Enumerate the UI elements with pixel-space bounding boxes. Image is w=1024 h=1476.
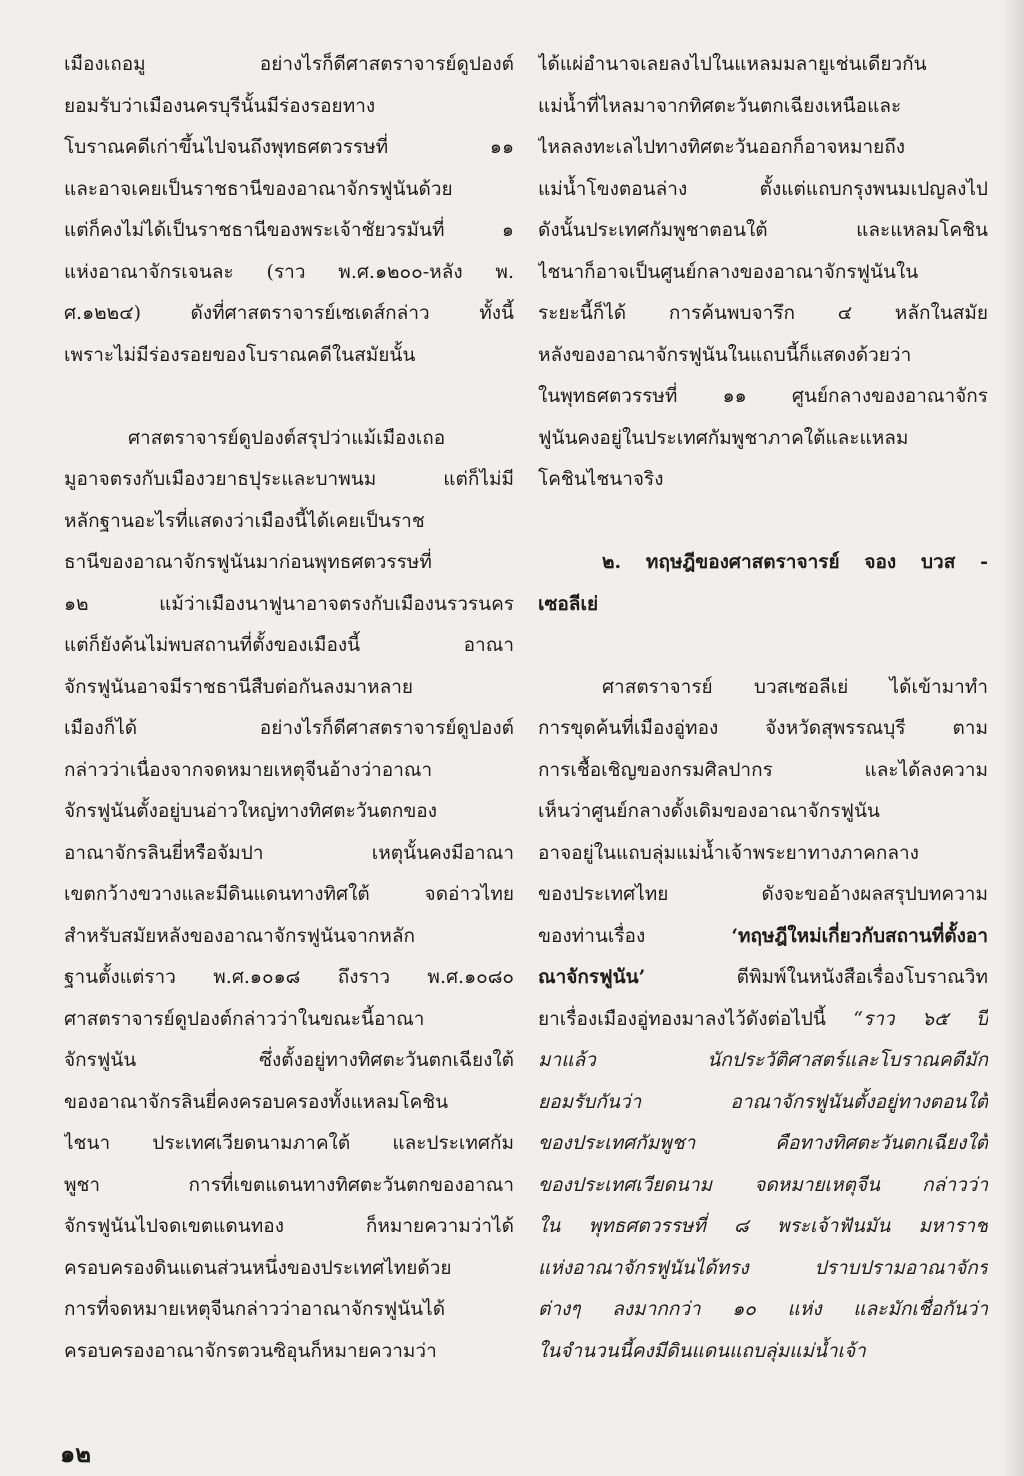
text-line: ในพุทธศตวรรษที่ ๑๑ ศูนย์กลางของอาณาจักร (538, 385, 988, 407)
text-segment: ตีพิมพ์ในหนังสือเรื่องโบราณวิท (645, 966, 988, 988)
paragraph-first-line: ศาสตราจารย์ดูปองต์สรุปว่าแม้เมืองเถอ (128, 426, 446, 449)
text-line: ไหลลงทะเลไปทางทิศตะวันออกก็อาจหมายถึง (538, 136, 906, 158)
article-title-continued: ณาจักรฟูนัน’ (538, 966, 646, 988)
text-line: เขตกว้างขวางและมีดินแดนทางทิศใต้ จดอ่าวไทย (64, 883, 514, 905)
text-line: ฐานตั้งแต่ราว พ.ศ.๑๐๑๘ ถึงราว พ.ศ.๑๐๘๐ (64, 966, 514, 988)
page-number: ๑๒ (60, 1440, 92, 1468)
text-line: การขุดค้นที่เมืองอู่ทอง จังหวัดสุพรรณบุรี ตาม (538, 717, 988, 739)
quote-line: ของประเทศเวียดนาม จดหมายเหตุจีน กล่าวว่า (538, 1173, 988, 1196)
text-line: อาจอยู่ในแถบลุ่มแม่น้ำเจ้าพระยาทางภาคกลาง (538, 841, 919, 864)
text-line: โคชินไชนาจริง (538, 468, 664, 490)
text-line: กล่าวว่าเนื่องจากจดหมายเหตุจีนอ้างว่าอาณา (64, 758, 433, 781)
text-line: แต่ก็ยังค้นไม่พบสถานที่ตั้งของเมืองนี้ อาณา (64, 634, 514, 656)
section-heading-continued: เซอลีเย่ (538, 592, 599, 615)
text-line: และอาจเคยเป็นราชธานีของอาณาจักรฟูนันด้วย (64, 177, 453, 200)
text-line: การที่จดหมายเหตุจีนกล่าวว่าอาณาจักรฟูนันได้ (64, 1298, 446, 1320)
text-line: ไชนาก็อาจเป็นศูนย์กลางของอาณาจักรฟูนันใน (538, 260, 919, 283)
text-line: จักรฟูนันตั้งอยู่บนอ่าวใหญ่ทางทิศตะวันตกของ (64, 800, 437, 822)
text-line: จักรฟูนันอาจมีราชธานีสืบต่อกันลงมาหลาย (64, 675, 414, 698)
text-line: ศาสตราจารย์ดูปองต์กล่าวว่าในขณะนี้อาณา (64, 1007, 425, 1030)
text-line: การเชื้อเชิญของกรมศิลปากร และได้ลงความ (538, 758, 988, 781)
paragraph-gap (64, 376, 514, 418)
page-edge-shadow (1002, 0, 1024, 1476)
text-line: แม่น้ำที่ไหลมาจากทิศตะวันตกเฉียงเหนือและ (538, 94, 902, 117)
text-line: จักรฟูนันไปจดเขตแดนทอง ก็หมายความว่าได้ (64, 1215, 514, 1237)
text-line: ๑๒ แม้ว่าเมืองนาฟูนาอาจตรงกับเมืองนรวรนคร (64, 592, 514, 615)
text-segment: ของท่านเรื่อง (538, 924, 646, 947)
paragraph-gap (538, 501, 988, 543)
text-line: แห่งอาณาจักรเจนละ (ราว พ.ศ.๑๒๐๐-หลัง พ. (64, 260, 514, 283)
paragraph-gap (538, 625, 988, 667)
right-column (538, 44, 988, 1372)
text-line: หลักฐานอะไรที่แสดงว่าเมืองนี้ได้เคยเป็นราช (64, 509, 425, 532)
text-line: ของประเทศไทย ดังจะขออ้างผลสรุปบทความ (538, 883, 988, 905)
text-line: มูอาจตรงกับเมืองวยาธปุระและบาพนม แต่ก็ไม่มี (64, 468, 514, 490)
text-line: ธานีของอาณาจักรฟูนันมาก่อนพุทธศตวรรษที่ (64, 551, 432, 573)
text-line: ดังนั้นประเทศกัมพูชาตอนใต้ และแหลมโคชิน (538, 219, 988, 241)
text-line: ครอบครองอาณาจักรตวนซิอุนก็หมายความว่า (64, 1339, 437, 1362)
text-line: ไชนา ประเทศเวียดนามภาคใต้ และประเทศกัม (64, 1132, 514, 1154)
paragraph-first-line: ศาสตราจารย์ บวสเซอลีเย่ ได้เข้ามาทำ (602, 675, 988, 698)
quote-start: “ราว ๖๕ ปี (825, 1007, 988, 1030)
quote-line: มาแล้ว นักประวัติศาสตร์และโบราณคดีมัก (538, 1049, 988, 1071)
text-line: แม่น้ำโขงตอนล่าง ตั้งแต่แถบกรุงพนมเปญลงไป (538, 177, 988, 200)
text-line: ระยะนี้ก็ได้ การค้นพบจารึก ๔ หลักในสมัย (538, 302, 988, 324)
quote-line: ต่างๆ ลงมากกว่า ๑๐ แห่ง และมักเชื่อกันว่า (538, 1298, 988, 1320)
text-line: ฟูนันคงอยู่ในประเทศกัมพูชาภาคใต้และแหลม (538, 426, 909, 449)
text-line (538, 916, 988, 958)
text-line: แต่ก็คงไม่ได้เป็นราชธานีของพระเจ้าชัยวรมันที่ ๑ (64, 219, 514, 241)
quote-line: ยอมรับกันว่า อาณาจักรฟูนันตั้งอยู่ทางตอนใต้ (538, 1090, 988, 1113)
text-line: ยอมรับว่าเมืองนครบุรีนั้นมีร่องรอยทาง (64, 94, 376, 117)
text-line (538, 999, 988, 1041)
left-column (64, 44, 514, 1372)
quote-line: แห่งอาณาจักรฟูนันได้ทรง ปราบปรามอาณาจักร (538, 1256, 988, 1279)
quote-line: ใน พุทธศตวรรษที่ ๘ พระเจ้าฟันมัน มหาราช (538, 1215, 988, 1237)
text-line: จักรฟูนัน ซึ่งตั้งอยู่ทางทิศตะวันตกเฉียงใต้ (64, 1049, 514, 1071)
text-line: เห็นว่าศูนย์กลางดั้งเดิมของอาณาจักรฟูนัน (538, 800, 880, 822)
text-segment: ยาเรื่องเมืองอู่ทองมาลงไว้ดังต่อไปนี้ (538, 1007, 826, 1030)
text-line: พูชา การที่เขตแดนทางทิศตะวันตกของอาณา (64, 1173, 514, 1196)
text-line: อาณาจักรลินยี่หรือจัมปา เหตุนั้นคงมีอาณา (64, 841, 514, 864)
text-line: เมืองก็ได้ อย่างไรก็ดีศาสตราจารย์ดูปองต์ (64, 717, 514, 739)
text-line: ครอบครองดินแดนส่วนหนึ่งของประเทศไทยด้วย (64, 1256, 452, 1279)
text-line: ของอาณาจักรลินยี่คงครอบครองทั้งแหลมโคชิน (64, 1090, 449, 1113)
text-line: โบราณคดีเก่าขึ้นไปจนถึงพุทธศตวรรษที่ ๑๑ (64, 136, 514, 158)
text-line: เมืองเถอมู อย่างไรก็ดีศาสตราจารย์ดูปองต์ (64, 53, 514, 75)
text-line: ศ.๑๒๒๔) ดังที่ศาสตราจารย์เซเดส์กล่าว ทั้งนี้ (64, 302, 514, 324)
text-line: สำหรับสมัยหลังของอาณาจักรฟูนันจากหลัก (64, 924, 416, 947)
quote-line: ของประเทศกัมพูชา คือทางทิศตะวันตกเฉียงใต้ (538, 1132, 988, 1154)
quote-line: ในจำนวนนี้คงมีดินแดนแถบลุ่มแม่น้ำเจ้า (538, 1339, 866, 1362)
text-line: เพราะไม่มีร่องรอยของโบราณคดีในสมัยนั้น (64, 343, 416, 366)
section-heading: ๒. ทฤษฎีของศาสตราจารย์ จอง บวส - (602, 551, 988, 573)
text-line (538, 957, 988, 999)
text-line: หลังของอาณาจักรฟูนันในแถบนี้ก็แสดงด้วยว่า (538, 343, 912, 366)
text-line: ได้แผ่อำนาจเลยลงไปในแหลมมลายูเช่นเดียวกัน (538, 53, 927, 75)
article-title: ‘ทฤษฎีใหม่เกี่ยวกับสถานที่ตั้งอา (731, 924, 988, 947)
